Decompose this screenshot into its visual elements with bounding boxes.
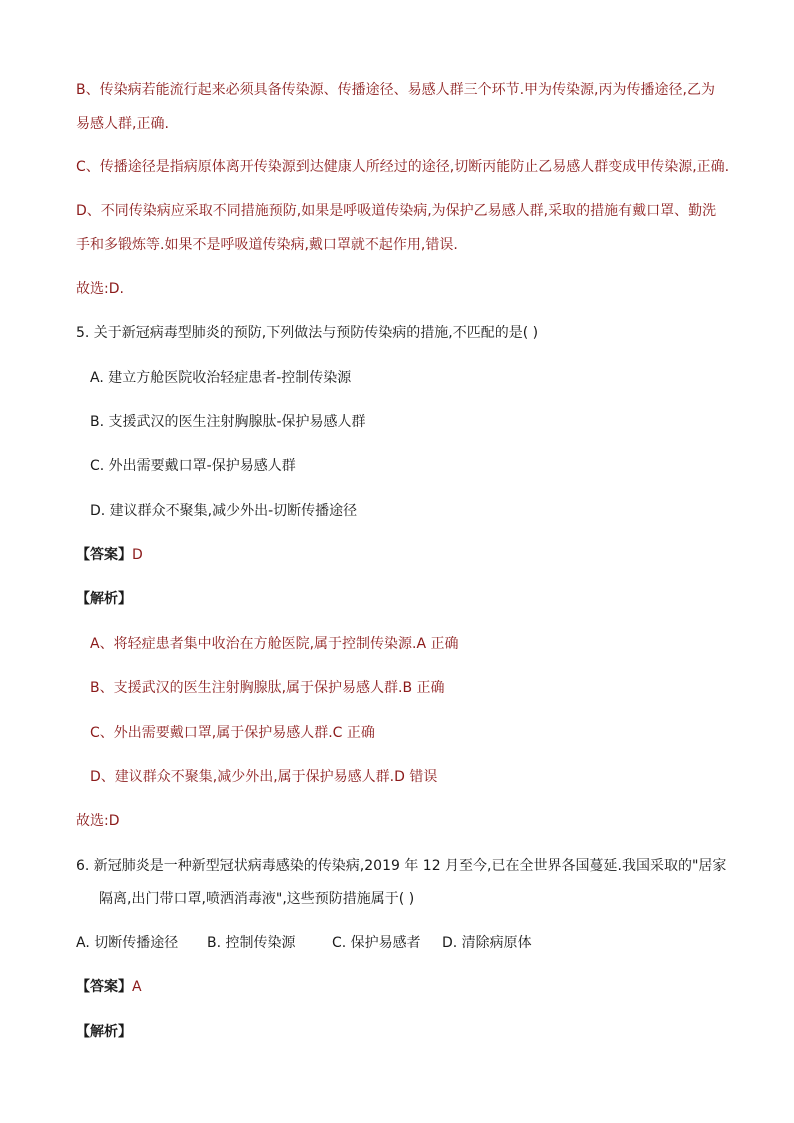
q4-choice: 故选:D. <box>76 281 124 297</box>
q6-stem-line2: 隔离,出门带口罩,喷洒消毒液",这些预防措施属于( ) <box>99 891 415 907</box>
q5-analysis-b: B、支援武汉的医生注射胸腺肽,属于保护易感人群.B 正确 <box>90 680 445 696</box>
q5-stem: 5. 关于新冠病毒型肺炎的预防,下列做法与预防传染病的措施,不匹配的是( ) <box>76 325 539 341</box>
q6-analysis-label: 【解析】 <box>76 1024 132 1040</box>
q5-choice: 故选:D <box>76 813 120 829</box>
q6-answer <box>76 977 142 997</box>
q4-explanation-b-line2: 易感人群,正确. <box>76 116 169 132</box>
q4-explanation-b-line1: B、传染病若能流行起来必须具备传染源、传播途径、易感人群三个环节.甲为传染源,丙为传播途径,乙为 <box>76 82 715 98</box>
q6-option-c: C. 保护易感者 <box>332 935 421 951</box>
q5-option-d: D. 建议群众不聚集,减少外出-切断传播途径 <box>90 503 358 519</box>
q5-analysis-d: D、建议群众不聚集,减少外出,属于保护易感人群.D 错误 <box>90 769 438 785</box>
q6-option-b: B. 控制传染源 <box>207 935 296 951</box>
q4-explanation-d-line2: 手和多锻炼等.如果不是呼吸道传染病,戴口罩就不起作用,错误. <box>76 237 458 253</box>
q5-analysis-label: 【解析】 <box>76 591 132 607</box>
q4-explanation-c-line1: C、传播途径是指病原体离开传染源到达健康人所经过的途径,切断丙能防止乙易感人群变成甲传染源,正确. <box>76 159 730 175</box>
q5-analysis-a: A、将轻症患者集中收治在方舱医院,属于控制传染源.A 正确 <box>90 636 459 652</box>
q5-answer <box>76 545 143 565</box>
q6-answer-label: 【答案】 <box>76 979 132 995</box>
q5-option-a: A. 建立方舱医院收治轻症患者-控制传染源 <box>90 370 352 386</box>
q6-answer-value: A <box>132 979 142 995</box>
q5-analysis-c: C、外出需要戴口罩,属于保护易感人群.C 正确 <box>90 725 375 741</box>
q6-stem-line1: 6. 新冠肺炎是一种新型冠状病毒感染的传染病,2019 年 12 月至今,已在全世界各国蔓延.我国采取的"居家 <box>76 858 727 874</box>
q5-option-b: B. 支援武汉的医生注射胸腺肽-保护易感人群 <box>90 414 366 430</box>
q5-answer-label: 【答案】 <box>76 547 132 563</box>
q6-option-d: D. 清除病原体 <box>442 935 532 951</box>
q5-option-c: C. 外出需要戴口罩-保护易感人群 <box>90 458 296 474</box>
q5-answer-value: D <box>132 547 143 563</box>
q4-explanation-d-line1: D、不同传染病应采取不同措施预防,如果是呼吸道传染病,为保护乙易感人群,采取的措施有戴口罩、勤洗 <box>76 203 717 219</box>
q6-option-a: A. 切断传播途径 <box>76 935 179 951</box>
